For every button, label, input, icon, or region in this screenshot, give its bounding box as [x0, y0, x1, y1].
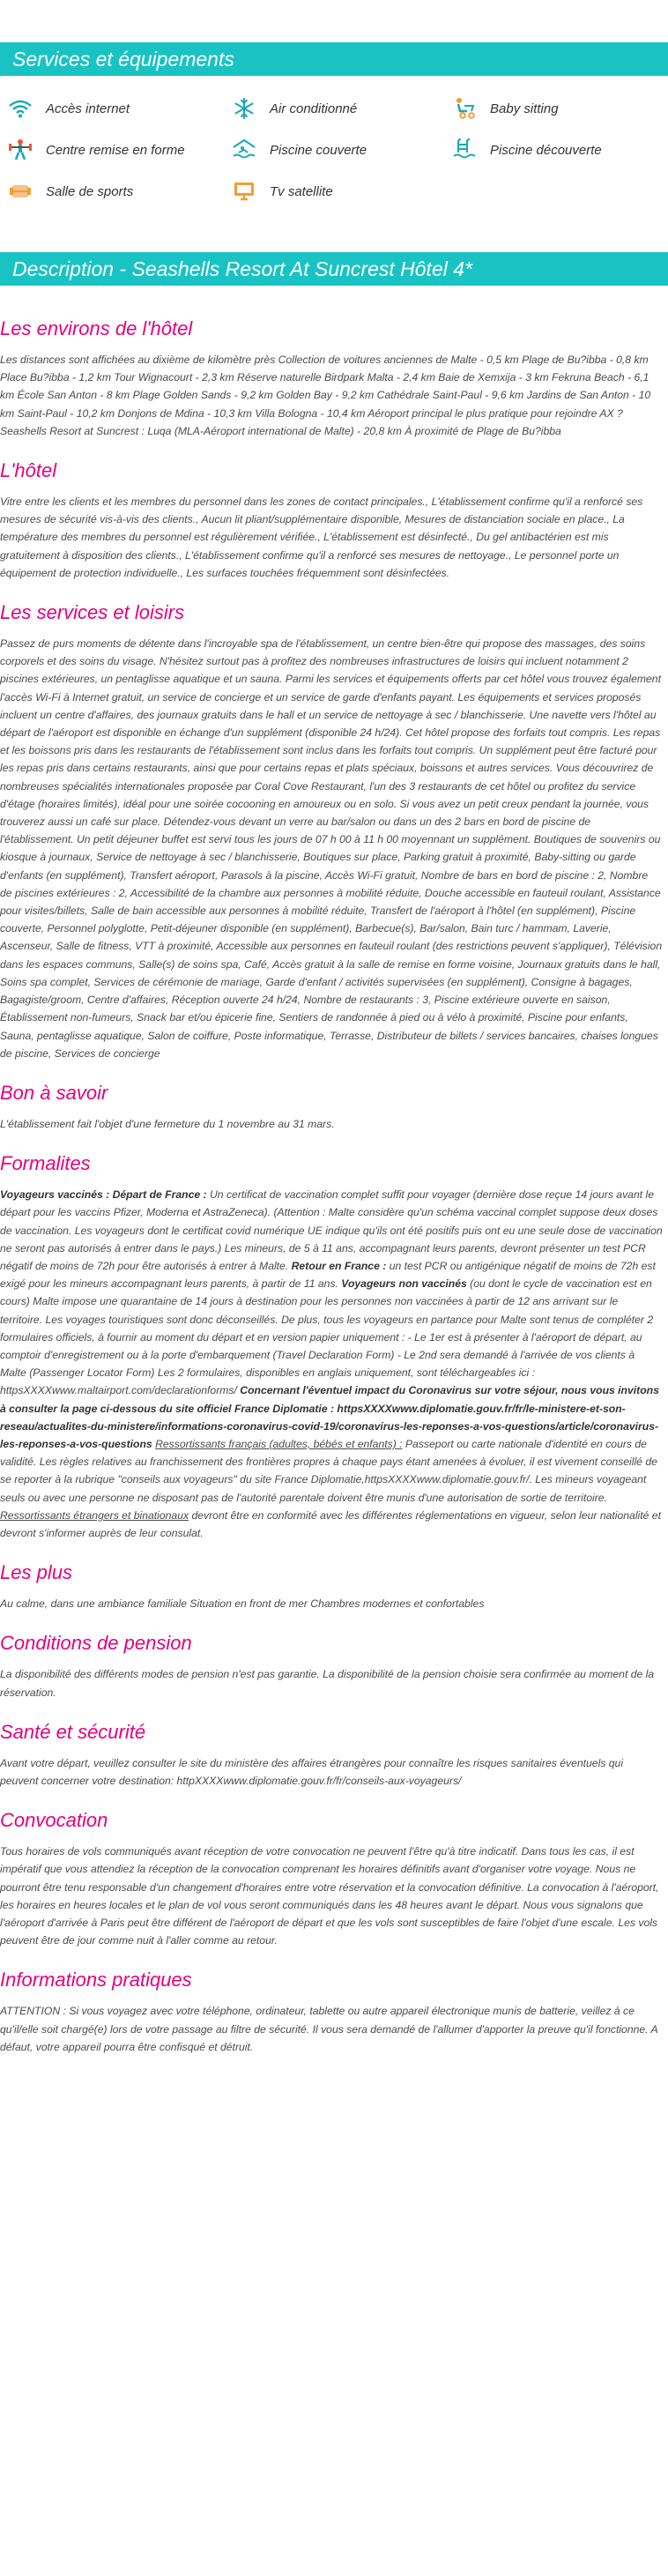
services-title: Services et équipements — [12, 48, 234, 71]
section-title: Les plus — [0, 1561, 72, 1584]
text-underline: Ressortissants français (adultes, bébés et enfants) : — [155, 1437, 403, 1450]
service-item — [7, 95, 130, 122]
section-hotel — [0, 459, 668, 582]
baby-stroller-icon — [451, 97, 478, 120]
text-span: (ou dont le cycle de vaccination est en cours) Malte impose une quarantaine de 14 jours à destination pour les personnes non vaccinées à partir de 12 ans arrivant sur le territoire. Les voyages touristiques sont donc déconseillés. De plus, tous les voyageurs en partance pour Malte sont tenus de compléter 2 formulaires officiels, à fournir au moment du départ et en version papier uniquement : - Le 1er est à présenter à l'aéroport de départ, au comptoir d'enregistrement ou à la porte d'embarquement (Travel Declaration Form) - Le 2nd sera demandé à l'arrivée de vos clients à Malte (Passenger Locator Form) Les 2 formulaires, disponibles en anglais uniquement, sont téléchargeables ici : httpsXXXXwww.maltairport.com/declarationforms/ — [0, 1277, 654, 1397]
text-span: devront être en conformité avec les différentes réglementations en vigueur, selon leur nationalité et devront s'informer auprès de leur consulat. — [0, 1508, 661, 1539]
service-item — [451, 137, 602, 163]
text-bold: Voyageurs vaccinés : Départ de France : — [0, 1188, 207, 1202]
section-title: Formalites — [0, 1152, 91, 1175]
section-loisirs — [0, 601, 668, 1062]
wifi-icon — [7, 97, 33, 120]
service-label: Accès internet — [46, 101, 130, 116]
snowflake-icon — [231, 97, 257, 120]
text-span: un test PCR ou antigénique négatif de moins de 72h est exigé pour les mineurs accompagnant leurs parents, à partir de 11 ans. — [0, 1259, 656, 1291]
section-formalites — [0, 1152, 668, 1542]
service-item — [231, 95, 357, 122]
section-text: ATTENTION : Si vous voyagez avec votre téléphone, ordinateur, tablette ou autre appareil électronique munis de batterie, veillez à ce qu'il/elle soit chargé(e) lors de votre passage au filtre de sécurité. Il vous sera demandé de l'allumer d'apporter la preuve qu'il fonctionne. A défaut, votre appareil pourra être confisqué et détruit. — [0, 2005, 658, 2053]
section-text: Passez de purs moments de détente dans l'incroyable spa de l'établissement, un centre bien-être qui propose des massages, des soins corporels et des soins du visage. N'hésitez surtout pas à profitez des nombreuses infrastructures de loisirs qui incluent notamment 2 piscines extérieures, un pentaglisse aquatique et un sauna. Parmi les services et équipements offerts par cet hôtel vous trouvez également l'accès Wi-Fi à Internet gratuit, un service de concierge et un service de garde d'enfants payant. Les équipements et services proposés incluent un centre d'affaires, des journaux gratuits dans le hall et un service de nettoyage à sec / blanchisserie. Une navette vers l'hôtel au départ de l'aéroport est disponible en échange d'un supplément (disponible 24 h/24). Cet hôtel propose des forfaits tout compris. Les repas et les boissons pris dans les restaurants de l'établissement sont inclus dans les forfaits tout compris. Un supplément peut être facturé pour les repas pris dans certains restaurants, ainsi que pour certains repas et plats spéciaux, boissons et autres services. Vous découvrirez de nombreuses spécialités internationales proposée par Coral Cove Restaurant, l'un des 3 restaurants de cet hôtel ou profitez du service d'étage (horaires limités), idéal pour une soirée cocooning en amoureux ou en solo. Si vous avez un petit creux pendant la journée, vous trouverez aussi un café sur place. Détendez-vous devant un verre au bar/salon ou dans un des 2 bars en bord de piscine de l'établissement. Un petit déjeuner buffet est servi tous les jours de 07 h 00 à 11 h 00 moyennant un supplément. Boutiques de souvenirs ou kiosque à journaux, Service de nettoyage à sec / blanchisserie, Boutiques sur place, Parking gratuit à proximité, Baby-sitting ou garde d'enfants (en supplément), Transfert aéroport, Parasols à la piscine, Accès Wi-Fi gratuit, Nombre de bars en bord de piscine : 2, Nombre de piscines extérieures : 2, Accessibilité de la chambre aux personnes à mobilité réduite, Douche accessible en fauteuil roulant, Assistance pour visites/billets, Salle de bain accessible aux personnes à mobilité réduite, Transfert de l'aéroport à l'hôtel (en supplément), Piscine couverte, Personnel polyglotte, Petit-déjeuner disponible (en supplément), Barbecue(s), Bar/salon, Bain turc / hammam, Laverie, Ascenseur, Salle de fitness, VTT à proximité, Accessible aux personnes en fauteuil roulant (des restrictions peuvent s'appliquer), Télévision dans les espaces communs, Salle(s) de soins spa, Café, Accès gratuit à la salle de remise en forme voisine, Journaux gratuits dans le hall, Soins spa complet, Services de cérémonie de mariage, Garde d'enfant / activités supervisées (en supplément), Consigne à bagages, Bagagiste/groom, Centre d'affaires, Réception ouverte 24 h/24, Nombre de restaurants : 3, Piscine extérieure ouverte en saison, Établissement non-fumeurs, Snack bar et/ou épicerie fine, Sentiers de randonnée à pied ou à vélo à proximité, Piscine pour enfants, Sauna, pentaglisse aquatique, Salon de coiffure, Poste informatique, Terrasse, Distributeur de billets / services bancaires, chaises longues de piscine, Services de concierge — [0, 637, 663, 1060]
service-item — [231, 178, 333, 205]
section-pension — [0, 1632, 668, 1701]
sports-hall-icon — [7, 180, 33, 203]
service-label: Tv satellite — [270, 183, 333, 199]
description-title: Description - Seashells Resort At Suncrest Hôtel 4* — [12, 257, 472, 280]
section-title: L'hôtel — [0, 459, 57, 482]
section-title: Les environs de l'hôtel — [0, 317, 193, 339]
text-bold: Retour en France : — [291, 1259, 387, 1272]
section-environs — [0, 317, 668, 440]
text-span: Un certificat de vaccination complet suffit pour voyager (dernière dose reçue 14 jours avant le départ pour les vaccins Pfizer, Moderna et AstraZeneca). (Attention : Malte considère qu'un schéma vaccinal complet suppose deux doses de vaccination. Les voyageurs dont le certificat covid numérique UE indique qu'ils ont été positifs puis ont eu une seule dose de vaccination ne seront pas autorisés à entrer dans le pays.) Les mineurs, de 5 à 11 ans, accompagnant leurs parents, devront présenter un test PCR négatif de moins de 72h pour être autorisés à entrer à Malte. — [0, 1188, 663, 1272]
service-label: Baby sitting — [490, 101, 559, 116]
section-text: La disponibilité des différents modes de pension n'est pas garantie. La disponibilité de la pension choisie sera confirmée au moment de la réservation. — [0, 1668, 655, 1699]
section-title: Bon à savoir — [0, 1081, 108, 1104]
section-text: Vitre entre les clients et les membres du personnel dans les zones de contact principales., L'établissement confirme qu'il a renforcé ses mesures de sécurité vis-à-vis des clients., Aucun lit pliant/supplémentaire disponible, Mesures de distanciation sociale en place., La température des membres du personnel est régulièrement vérifiée., L'établissement est désinfecté., Du gel antibactérien est mis gratuitement à disposition des clients., L'établissement confirme qu'il a renforcé ses mesures de nettoyage., Le personnel porte un équipement de protection individuelle., Les surfaces touchées fréquemment sont désinfectées. — [0, 495, 643, 579]
covered-pool-icon — [231, 138, 257, 161]
text-bold: Voyageurs non vaccinés — [341, 1277, 467, 1291]
section-pratiques — [0, 1969, 668, 2056]
service-label: Centre remise en forme — [46, 142, 185, 158]
services-band — [0, 42, 668, 76]
description-band — [0, 252, 668, 286]
text-bold: Concernant l'éventuel impact du Coronavirus sur votre séjour, nous vous invitons à consulter la page ci-dessous du site officiel France Diplomatie : httpsXXXXwww.diplomatie.gouv.fr/fr/le-ministere-et-son-reseau/actualites-du-ministere/informations-coronavirus-covid-19/coronavirus-les-reponses-a-vos-questions/article/coronavirus-les-reponses-a-vos-questions — [0, 1384, 659, 1450]
section-bon-a-savoir — [0, 1082, 668, 1133]
service-label: Air conditionné — [270, 101, 358, 116]
service-item — [231, 137, 367, 163]
text-span: Passeport ou carte nationale d'identité en cours de validité. Les règles relatives au franchissement des frontières propres à chaque pays étant amenées à évoluer, il est vivement conseillé de se reporter à la rubrique "conseils aux voyageurs" du site France Diplomatie,httpsXXXXwww.diplomatie.gouv.fr/. Les mineurs voyageant seuls ou avec une personne ne disposant pas de l'autorité parentale doivent être munis d'une autorisation de sortie de territoire. — [0, 1437, 657, 1504]
section-text — [0, 1186, 668, 1542]
text-underline: Ressortissants étrangers et binationaux — [0, 1508, 189, 1522]
service-item — [7, 178, 133, 205]
service-label: Piscine couverte — [270, 142, 367, 158]
service-item — [451, 95, 559, 122]
service-label: Salle de sports — [46, 183, 134, 199]
section-sante — [0, 1721, 668, 1790]
service-label: Piscine découverte — [490, 142, 602, 158]
services-grid — [0, 76, 668, 227]
service-item — [7, 137, 185, 163]
section-text: Avant votre départ, veuillez consulter le site du ministère des affaires étrangères pour connaître les risques sanitaires éventuels qui peuvent concerner votre destination: httpXXXXwww.diplomatie.gouv.fr/fr/conseils-aux-voyageurs/ — [0, 1756, 624, 1787]
section-les-plus — [0, 1561, 668, 1612]
section-convocation — [0, 1809, 668, 1949]
section-title: Santé et sécurité — [0, 1720, 146, 1743]
section-text: L'établissement fait l'objet d'une fermeture du 1 novembre au 31 mars. — [0, 1117, 335, 1130]
section-title: Les services et loisirs — [0, 601, 185, 624]
section-title: Conditions de pension — [0, 1632, 192, 1655]
outdoor-pool-icon — [451, 138, 478, 161]
section-text: Tous horaires de vols communiqués avant réception de votre convocation ne peuvent l'être qu'à titre indicatif. Dans tous les cas, il est impératif que vous attendiez la réception de la convocation comprenant les horaires définitifs avant d'organiser votre voyage. Nous ne pourront être tenu responsable d'un changement d'horaires entre votre réservation et la convocation définitive. La convocation à l'aéroport, les horaires en heures locales et le plan de vol vous seront communiqués dans les 48 heures avant le départ. Nous vous signalons que l'aéroport d'arrivée à Paris peut être différent de l'aéroport de départ et que les vols sont susceptibles de faire l'objet d'une escale. Les vols peuvent être de jour comme nuit à l'aller comme au retour. — [0, 1845, 659, 1947]
section-title: Informations pratiques — [0, 1969, 192, 1992]
section-text: Au calme, dans une ambiance familiale Situation en front de mer Chambres modernes et confortables — [0, 1597, 485, 1611]
section-text: Les distances sont affichées au dixième de kilomètre près Collection de voitures anciennes de Malte - 0,5 km Plage de Bu?ibba - 0,8 km Place Bu?ibba - 1,2 km Tour Wignacourt - 2,3 km Réserve naturelle Birdpark Malta - 2,4 km Baie de Xemxija - 3 km Fekruna Beach - 6,1 km École San Anton - 8 km Plage Golden Sands - 9,2 km Golden Bay - 9,2 km Cathédrale Saint-Paul - 9,6 km Jardins de San Anton - 10 km Saint-Paul - 10,2 km Donjons de Mdina - 10,3 km Villa Bologna - 10,4 km Aéroport principal le plus pratique pour rejoindre AX ? Seashells Resort at Suncrest : Luqa (MLA-Aéroport international de Malte) - 20,8 km À proximité de Plage de Bu?ibba — [0, 354, 651, 437]
section-title: Convocation — [0, 1809, 108, 1832]
fitness-center-icon — [7, 138, 33, 161]
tv-icon — [231, 180, 257, 203]
